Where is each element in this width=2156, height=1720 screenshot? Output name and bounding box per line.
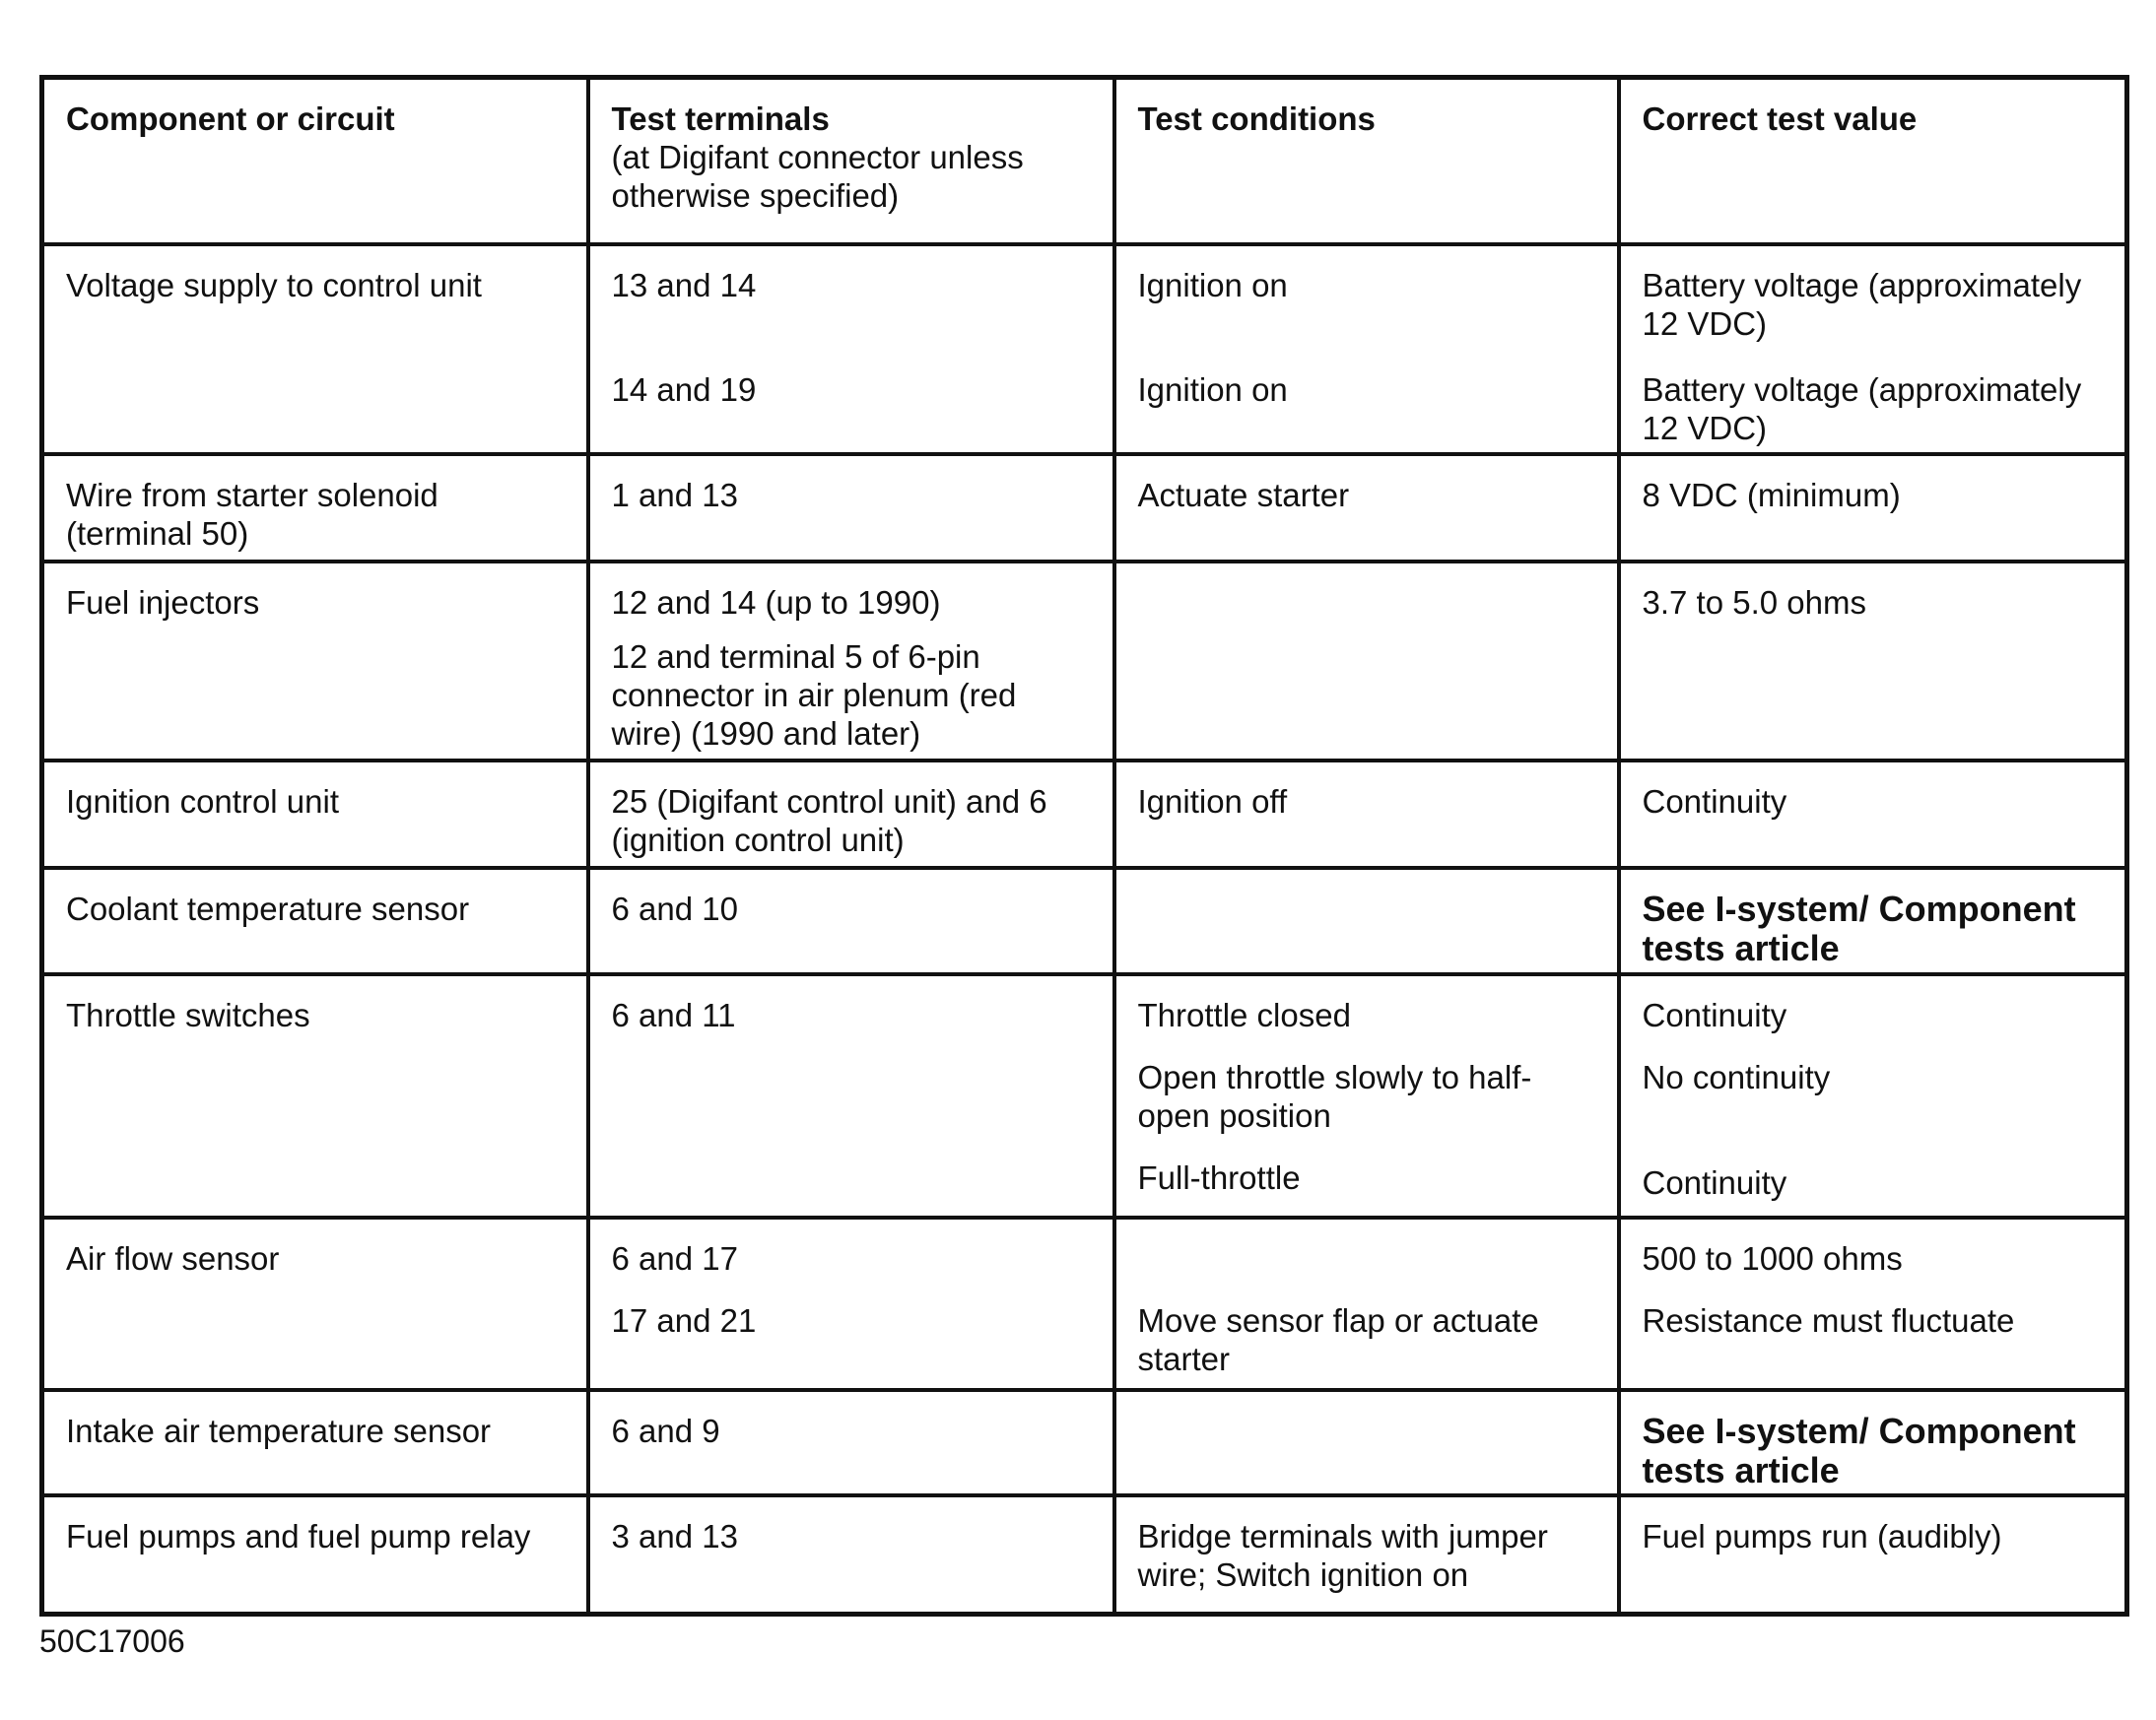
component-text: Ignition control unit (66, 782, 340, 820)
table-row (42, 868, 2127, 974)
table-row (42, 562, 2127, 761)
header-terminals (588, 78, 1114, 244)
cell-conditions (1114, 761, 1619, 868)
value-text: See I-system/ Component tests article (1642, 1410, 2076, 1490)
terminals-text: 1 and 13 (611, 476, 738, 513)
cell-conditions (1114, 1390, 1619, 1495)
conditions-text: Throttle closed (1137, 996, 1351, 1033)
cell-terminals (588, 974, 1114, 1218)
terminals-text: 25 (Digifant control unit) and 6 (ignition control unit) (611, 782, 1047, 858)
table-row (42, 1495, 2127, 1615)
cell-conditions (1114, 1218, 1619, 1390)
cell-component (42, 974, 588, 1218)
table-row (42, 1390, 2127, 1495)
component-text: Throttle switches (66, 996, 310, 1033)
conditions-text: Actuate starter (1137, 476, 1350, 513)
conditions-text: Full-throttle (1137, 1158, 1301, 1196)
terminals-text: 14 and 19 (611, 370, 757, 408)
table-row (42, 1218, 2127, 1390)
terminals-text: 6 and 9 (611, 1412, 720, 1449)
header-conditions (1114, 78, 1619, 244)
cell-component (42, 1390, 588, 1495)
conditions-text: Ignition off (1137, 782, 1288, 820)
component-text: Fuel injectors (66, 583, 260, 621)
cell-terminals (588, 1390, 1114, 1495)
conditions-text: Open throttle slowly to half-open position (1137, 1058, 1532, 1134)
cell-value (1619, 454, 2127, 562)
cell-terminals (588, 761, 1114, 868)
value-text: Resistance must fluctuate (1642, 1301, 2015, 1339)
cell-conditions (1114, 974, 1619, 1218)
value-text: Continuity (1642, 1163, 1787, 1201)
cell-value (1619, 562, 2127, 761)
terminals-text: 17 and 21 (611, 1301, 757, 1339)
cell-value (1619, 1390, 2127, 1495)
cell-value (1619, 761, 2127, 868)
component-text: Wire from starter solenoid (terminal 50) (66, 476, 438, 552)
value-text: 8 VDC (minimum) (1642, 476, 1901, 513)
component-text: Voltage supply to control unit (66, 266, 482, 303)
value-text: Continuity (1642, 782, 1787, 820)
cell-value (1619, 1218, 2127, 1390)
header-terminals-subtitle: (at Digifant connector unless otherwise specified) (611, 139, 1024, 214)
component-text: Air flow sensor (66, 1239, 280, 1277)
cell-component (42, 562, 588, 761)
cell-component (42, 761, 588, 868)
cell-value (1619, 974, 2127, 1218)
cell-component (42, 868, 588, 974)
value-text: See I-system/ Component tests article (1642, 888, 2076, 968)
cell-component (42, 1218, 588, 1390)
cell-conditions (1114, 562, 1619, 761)
terminals-text: 6 and 10 (611, 890, 738, 927)
cell-terminals (588, 1218, 1114, 1390)
cell-conditions (1114, 868, 1619, 974)
cell-value (1619, 868, 2127, 974)
header-row (42, 78, 2127, 244)
header-conditions-label: Test conditions (1137, 100, 1376, 137)
cell-terminals (588, 1495, 1114, 1615)
cell-conditions (1114, 454, 1619, 562)
value-text: Battery voltage (approximately 12 VDC) (1642, 266, 2082, 342)
terminals-text: 12 and terminal 5 of 6-pin connector in air plenum (red wire) (1990 and later) (611, 637, 1017, 752)
cell-component (42, 454, 588, 562)
cell-conditions (1114, 244, 1619, 454)
terminals-text: 3 and 13 (611, 1517, 738, 1555)
table-row (42, 454, 2127, 562)
conditions-text: Ignition on (1137, 370, 1288, 408)
cell-terminals (588, 244, 1114, 454)
table-row (42, 244, 2127, 454)
value-text: Battery voltage (approximately 12 VDC) (1642, 370, 2082, 446)
conditions-text: Move sensor flap or actuate starter (1137, 1301, 1539, 1377)
component-text: Intake air temperature sensor (66, 1412, 492, 1449)
figure-code: 50C17006 (39, 1623, 185, 1659)
cell-value (1619, 1495, 2127, 1615)
header-value-label: Correct test value (1642, 100, 1918, 137)
value-text: Fuel pumps run (audibly) (1642, 1517, 2002, 1555)
cell-terminals (588, 562, 1114, 761)
component-text: Fuel pumps and fuel pump relay (66, 1517, 531, 1555)
terminals-text: 6 and 17 (611, 1239, 738, 1277)
cell-terminals (588, 868, 1114, 974)
header-terminals-label: Test terminals (611, 100, 830, 137)
test-specifications-table (39, 75, 2129, 1617)
header-component (42, 78, 588, 244)
table-row (42, 761, 2127, 868)
header-value (1619, 78, 2127, 244)
value-text: No continuity (1642, 1058, 1831, 1095)
component-text: Coolant temperature sensor (66, 890, 470, 927)
value-text: 3.7 to 5.0 ohms (1642, 583, 1866, 621)
cell-component (42, 1495, 588, 1615)
conditions-text: Bridge terminals with jumper wire; Switch ignition on (1137, 1517, 1548, 1593)
terminals-text: 6 and 11 (611, 996, 736, 1033)
value-text: Continuity (1642, 996, 1787, 1033)
header-component-label: Component or circuit (66, 100, 395, 137)
value-text: 500 to 1000 ohms (1642, 1239, 1903, 1277)
cell-value (1619, 244, 2127, 454)
cell-conditions (1114, 1495, 1619, 1615)
table-row (42, 974, 2127, 1218)
terminals-text: 12 and 14 (up to 1990) (611, 583, 941, 621)
terminals-text: 13 and 14 (611, 266, 757, 303)
conditions-text: Ignition on (1137, 266, 1288, 303)
cell-terminals (588, 454, 1114, 562)
cell-component (42, 244, 588, 454)
